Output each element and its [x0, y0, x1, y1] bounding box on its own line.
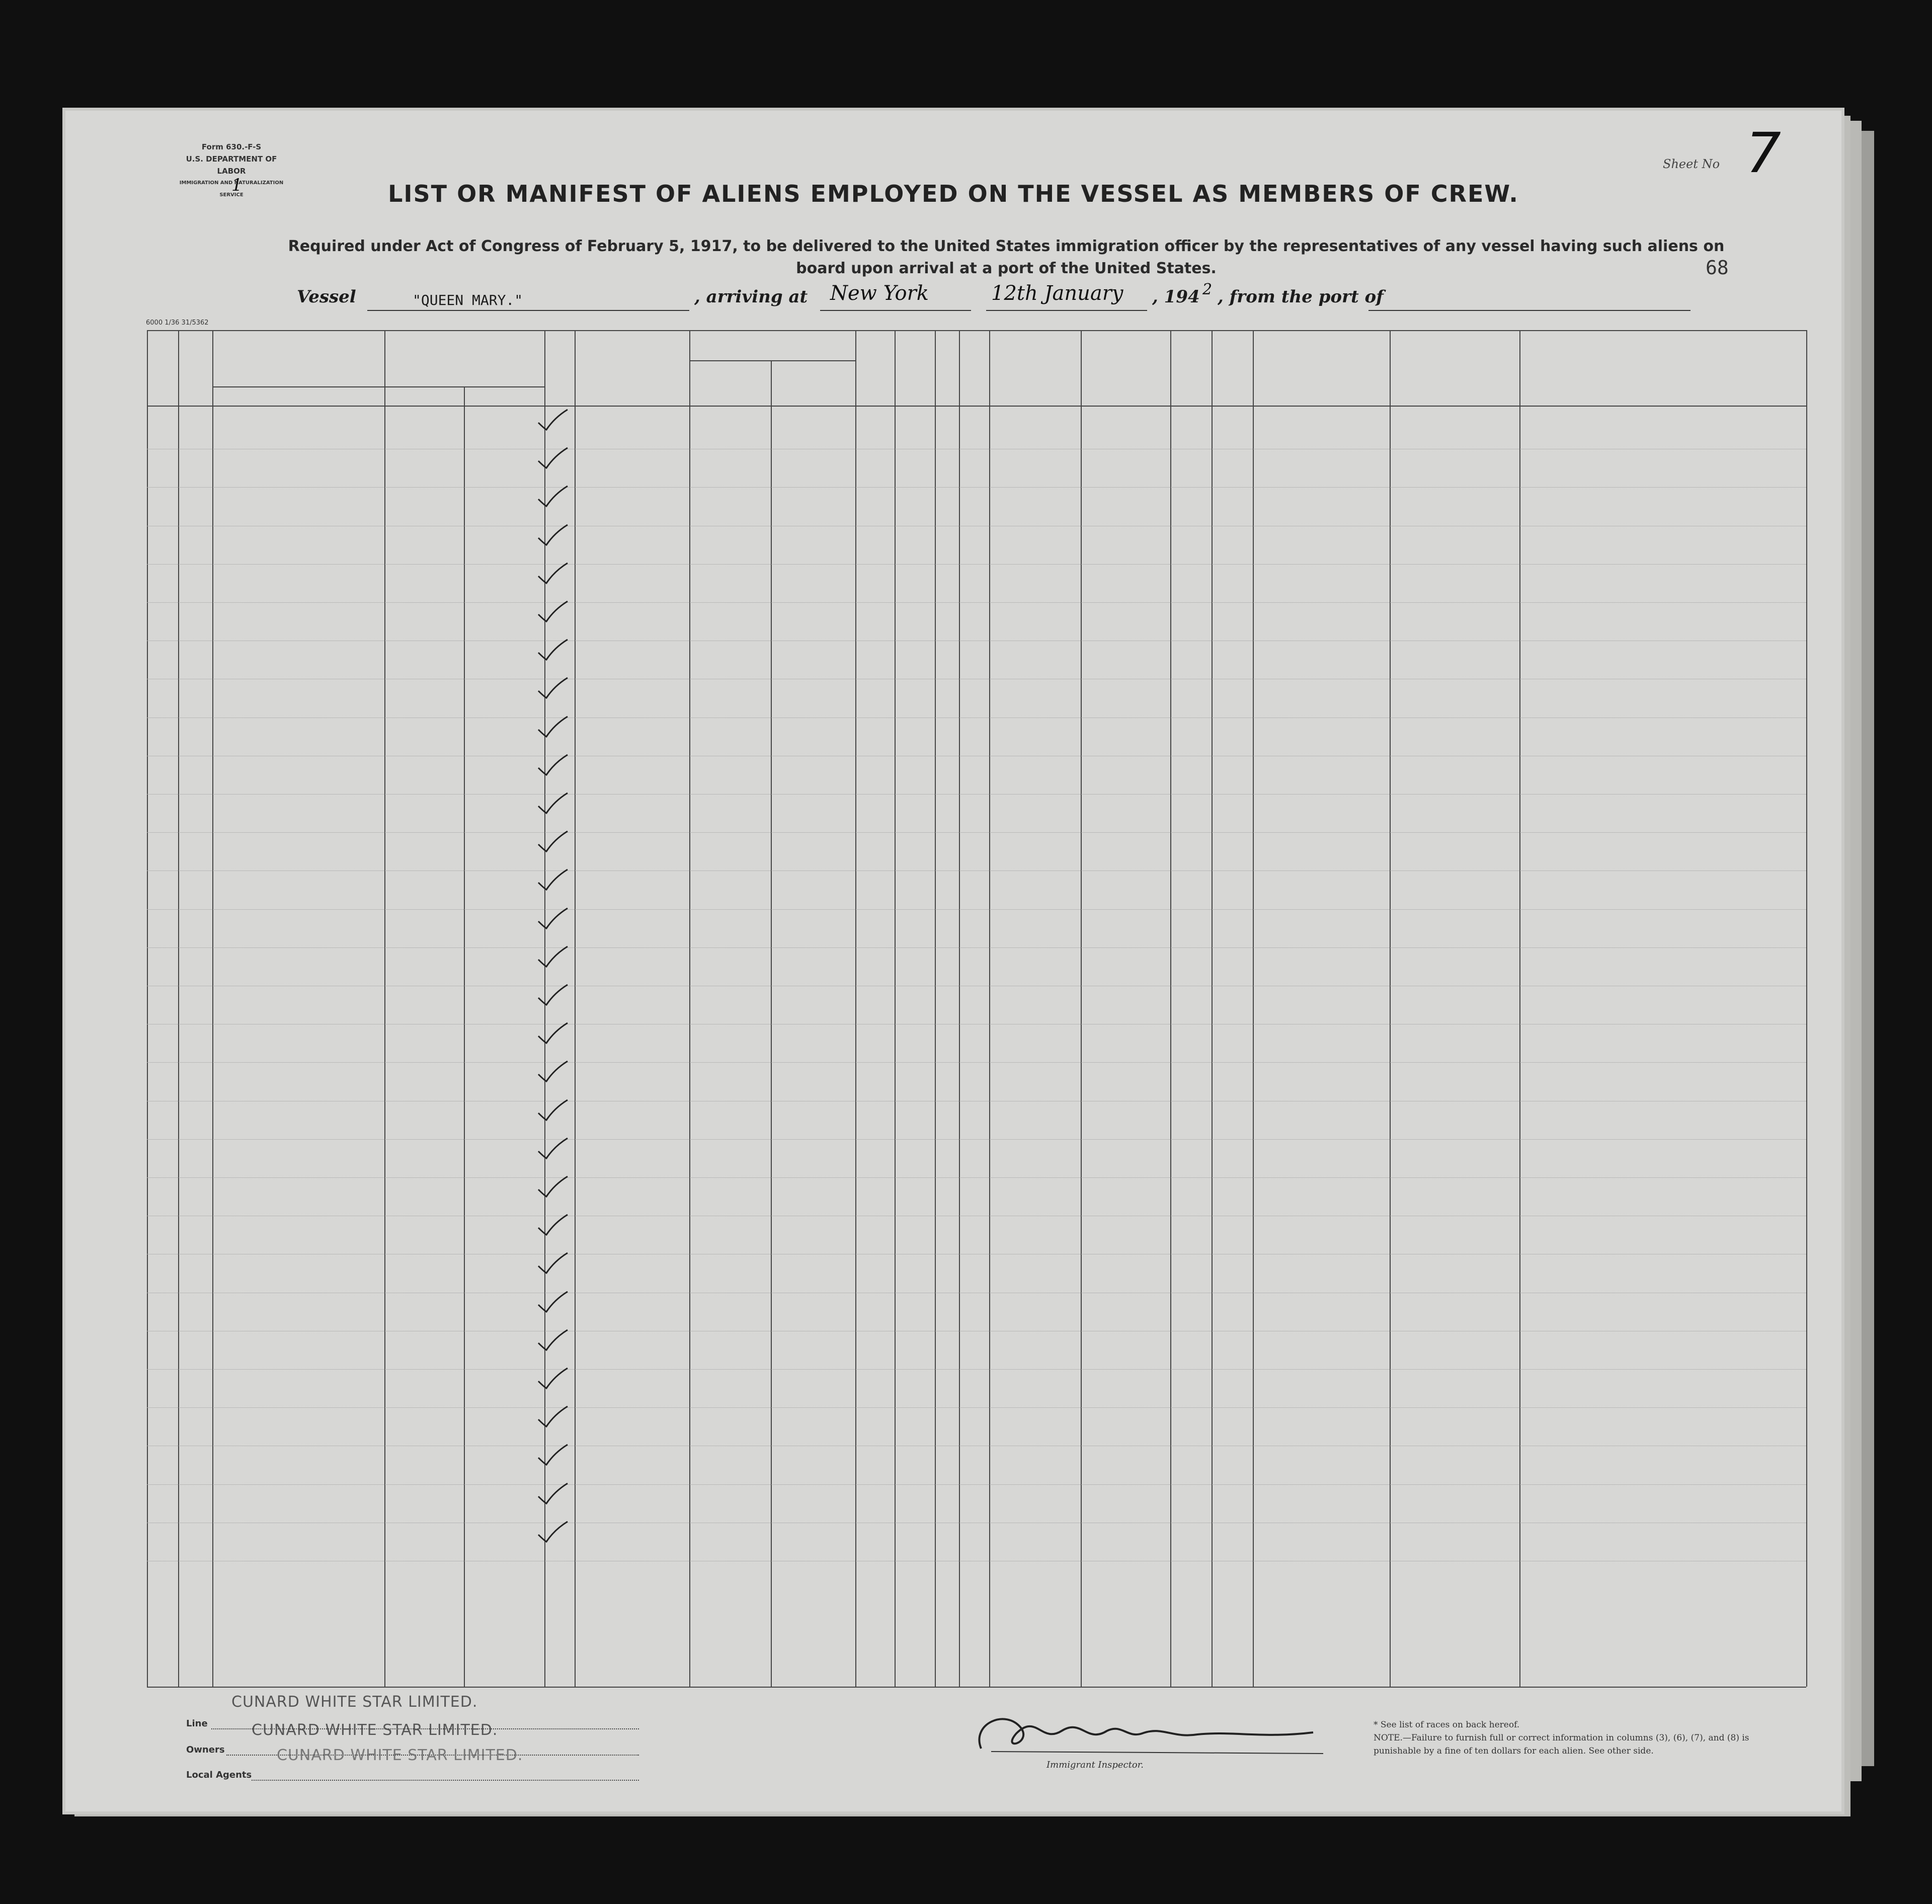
from-port-label: , from the port of [1218, 287, 1384, 307]
form-number: Form 630.-F-S [201, 142, 262, 151]
row-rule [147, 1177, 1806, 1178]
check-mark-icon [534, 1098, 570, 1123]
check-mark-icon [534, 753, 570, 778]
races-note: * See list of races on back hereof. [1374, 1720, 1520, 1730]
check-mark-icon [534, 906, 570, 931]
inspector-label: Immigrant Inspector. [1046, 1760, 1144, 1770]
check-mark-icon [534, 1366, 570, 1391]
arrival-port: New York [830, 282, 929, 305]
check-mark-icon [534, 1174, 570, 1200]
check-mark-icon [534, 1213, 570, 1238]
local-agents-label: Local Agents [186, 1770, 252, 1780]
page-edge [1862, 131, 1874, 1766]
page-edge [1841, 121, 1862, 1781]
row-rule [147, 564, 1806, 565]
owners-stamp: CUNARD WHITE STAR LIMITED. [252, 1721, 498, 1739]
column-divider [895, 330, 896, 1687]
page-subtitle: Required under Act of Congress of February 5, 1917, to be delivered to the United States immigration officer by the representatives of any vessel having such aliens on board upon arrival at a port of the United States. [288, 237, 1725, 277]
column-divider [689, 330, 690, 1687]
agents-stamp: CUNARD WHITE STAR LIMITED. [277, 1747, 523, 1764]
check-mark-icon [534, 1481, 570, 1506]
check-mark-icon [534, 484, 570, 509]
handwritten-mark: 1 [231, 175, 243, 195]
sheet-number: 7 [1746, 121, 1781, 185]
column-divider [959, 330, 960, 1687]
line-label: Line [186, 1718, 208, 1729]
row-rule [147, 602, 1806, 603]
column-divider [575, 330, 576, 1687]
owners-label: Owners [186, 1744, 225, 1755]
column-divider [855, 330, 856, 1687]
print-code: 6000 1/36 31/5362 [146, 319, 209, 327]
line-stamp: CUNARD WHITE STAR LIMITED. [231, 1693, 478, 1711]
row-rule [147, 909, 1806, 910]
check-mark-icon [534, 983, 570, 1008]
check-mark-icon [534, 829, 570, 854]
check-mark-icon [534, 715, 570, 740]
check-mark-icon [534, 1021, 570, 1046]
column-divider [1253, 330, 1254, 1687]
check-mark-icon [534, 1520, 570, 1545]
check-mark-icon [534, 638, 570, 663]
check-mark-icon [534, 446, 570, 471]
column-divider [1390, 330, 1391, 1687]
check-mark-icon [534, 1404, 570, 1430]
vessel-line [297, 281, 1706, 317]
year-prefix: , 194 [1152, 287, 1200, 307]
check-mark-icon [534, 561, 570, 586]
column-divider [1212, 330, 1213, 1687]
check-mark-icon [534, 1443, 570, 1468]
check-mark-icon [534, 791, 570, 816]
service-name: IMMIGRATION AND NATURALIZATION SERVICE [179, 180, 284, 198]
check-mark-icon [534, 408, 570, 433]
column-divider [178, 330, 179, 1687]
check-mark-icon [534, 1290, 570, 1315]
arrival-date: 12th January [991, 282, 1123, 305]
row-rule [147, 1407, 1806, 1408]
manifest-footer [65, 1688, 1841, 1809]
row-rule [147, 794, 1806, 795]
check-mark-icon [534, 676, 570, 701]
row-rule [147, 870, 1806, 871]
check-mark-icon [534, 944, 570, 970]
manifest-code: 68 [1706, 257, 1729, 279]
column-divider [989, 330, 990, 1687]
check-mark-icon [534, 1251, 570, 1276]
table-border-bottom [147, 1687, 1806, 1688]
vessel-label: Vessel [297, 287, 356, 307]
page-title: LIST OR MANIFEST OF ALIENS EMPLOYED ON THE VESSEL AS MEMBERS OF CREW. [388, 180, 1519, 207]
check-mark-icon [534, 867, 570, 893]
column-divider [1519, 330, 1520, 1687]
arrival-year: 2 [1202, 281, 1213, 298]
column-divider [1170, 330, 1171, 1687]
row-rule [147, 832, 1806, 833]
row-rule [147, 1369, 1806, 1370]
inspector-signature [961, 1703, 1343, 1759]
check-mark-icon [534, 1328, 570, 1353]
column-divider [1806, 330, 1807, 1687]
row-rule [147, 947, 1806, 948]
row-rule [147, 1484, 1806, 1485]
crew-table [147, 330, 1806, 1687]
shipped-subheader-divider [689, 360, 855, 361]
row-rule [147, 487, 1806, 488]
row-rule [147, 1062, 1806, 1063]
arriving-label: , arriving at [694, 287, 808, 307]
sheet-number-label: Sheet No [1663, 157, 1720, 171]
check-mark-icon [534, 599, 570, 624]
header-divider [147, 406, 1806, 407]
manifest-sheet [65, 111, 1841, 1811]
column-divider [147, 330, 148, 1687]
shipped-split-divider [771, 360, 772, 1687]
department-name: U.S. DEPARTMENT OF LABOR [186, 154, 277, 176]
column-divider [212, 330, 213, 1687]
name-subheader-divider [212, 386, 544, 387]
check-mark-icon [534, 1136, 570, 1161]
check-mark-icon [534, 1059, 570, 1084]
column-divider [935, 330, 936, 1687]
vessel-name: "QUEEN MARY." [413, 292, 523, 308]
check-mark-icon [534, 523, 570, 548]
column-divider [384, 330, 385, 1687]
row-rule [147, 1139, 1806, 1140]
fine-note: NOTE.—Failure to furnish full or correct information in columns (3), (6), (7), and (8) is punishable by a fine of ten dollars for each alien. See other side. [1374, 1733, 1749, 1756]
name-split-divider [464, 386, 465, 1687]
table-border-top [147, 330, 1806, 331]
column-divider [1081, 330, 1082, 1687]
